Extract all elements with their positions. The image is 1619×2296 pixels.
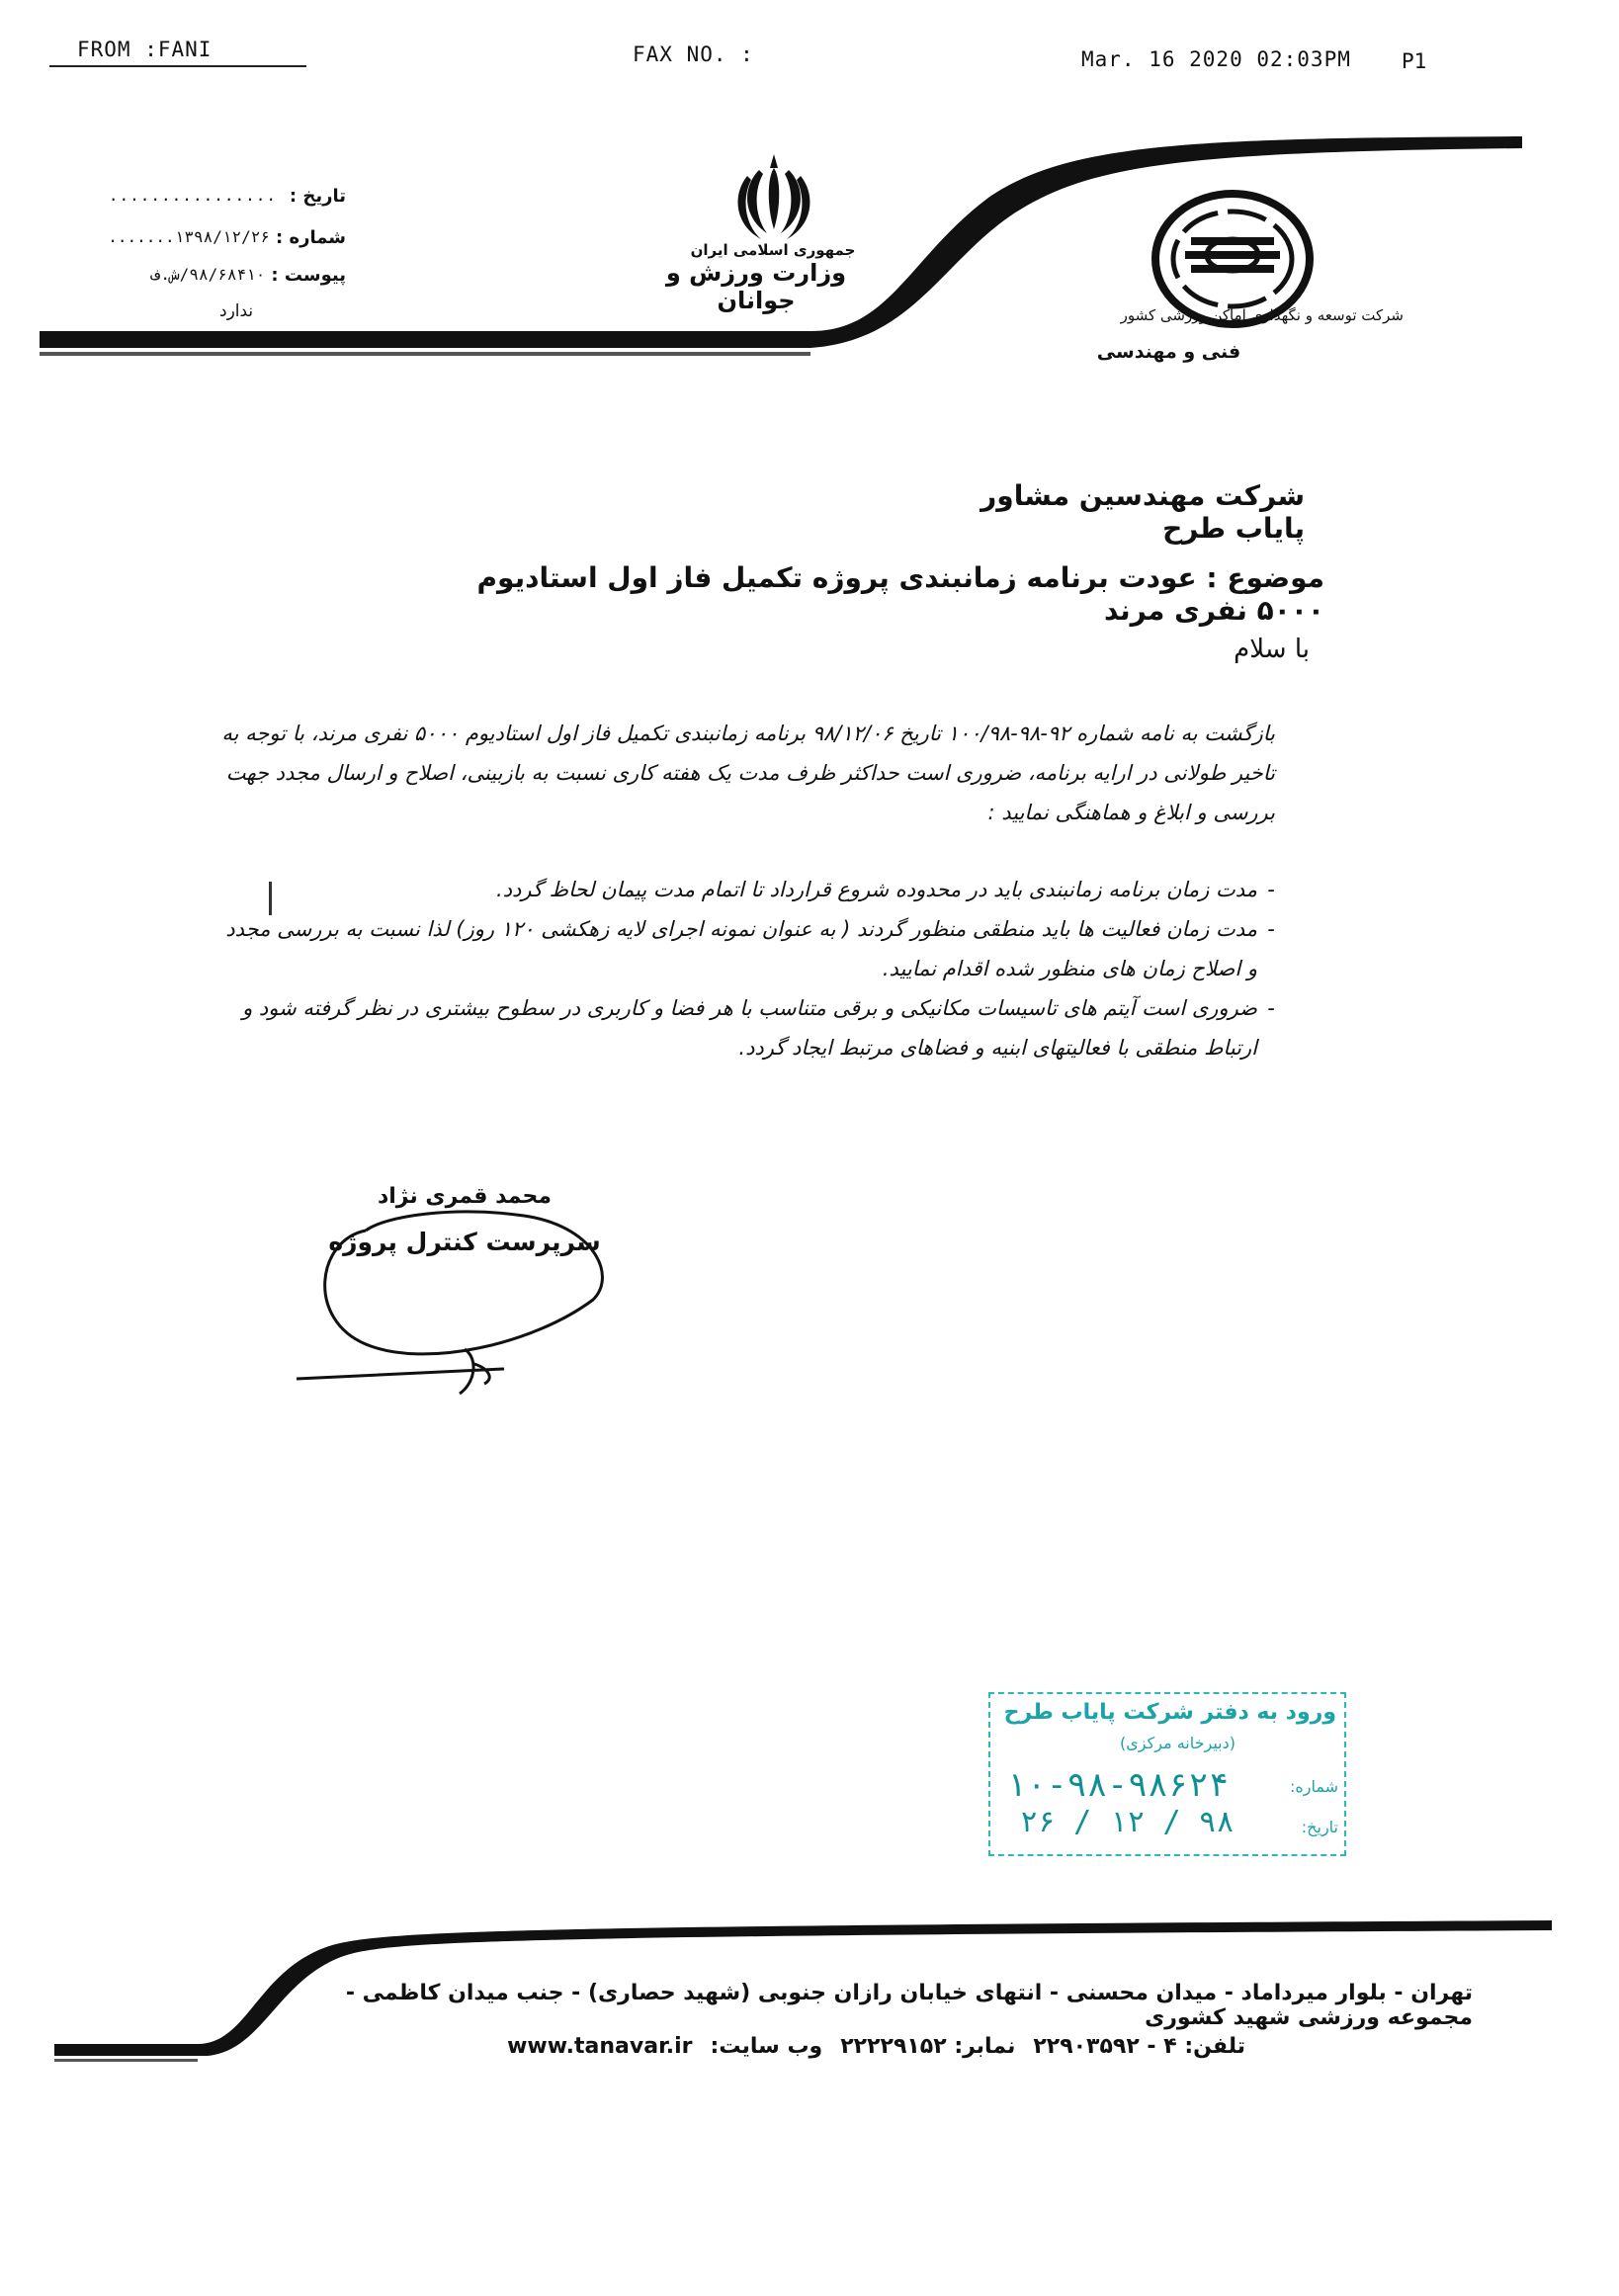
republic-name: جمهوری اسلامی ایران: [690, 241, 856, 259]
stamp-number-label: شماره:: [1289, 1777, 1338, 1796]
fax-number: FAX NO. :: [633, 43, 754, 66]
stamp-subtitle: (دبیرخانه مرکزی): [1120, 1734, 1236, 1752]
footer-phone: تلفن: ۴ - ۲۲۹۰۳۵۹۲: [1033, 2034, 1245, 2059]
meta-number-value: ۱۳۹۸/۱۲/۲۶.......: [108, 227, 271, 246]
greeting: با سلام: [1234, 635, 1310, 664]
fax-page: P1: [1402, 49, 1427, 73]
company-name: شرکت توسعه و نگهداری اماکن ورزشی کشور: [1120, 306, 1404, 324]
signatory-title: سرپرست کنترل پروژه: [328, 1228, 601, 1256]
meta-date-label: تاریخ :: [289, 186, 346, 207]
footer-fax: نمابر: ۲۲۲۲۹۱۵۲: [840, 2034, 1016, 2059]
list-item: [217, 988, 1285, 1067]
subject: موضوع : عودت برنامه زمانبندی پروژه تکمیل فاز اول استادیوم ۵۰۰۰ نفری مرند: [476, 561, 1324, 627]
signatory-name: محمد قمری نژاد: [377, 1184, 553, 1209]
stamp-date-value: ۹۸ / ۱۲ / ۲۶: [1020, 1805, 1235, 1839]
meta-attachment-note: ندارد: [219, 301, 254, 321]
list-item-text: مدت زمان فعالیت ها باید منطقی منظور گردند ( به عنوان نمونه اجرای لایه زهکشی ۱۲۰ روز) لذا نسبت به بررسی مجدد و اصلاح زمان های منظور شده اقدام نمایید.: [225, 917, 1257, 980]
margin-tick-mark: [269, 882, 272, 915]
bullet-dash: -: [1267, 878, 1275, 901]
receipt-stamp: [988, 1692, 1346, 1856]
recipient: شرکت مهندسین مشاور پایاب طرح: [980, 479, 1305, 545]
bullet-dash: -: [1267, 996, 1275, 1020]
stamp-number-value: ۱۰-۹۸-۹۸۶۲۴: [1006, 1765, 1230, 1805]
body-paragraph: بازگشت به نامه شماره ۹۲-۹۸-۱۰۰/۹۸ تاریخ ۹۸/۱۲/۰۶ برنامه زمانبندی تکمیل فاز اول استادیوم ۵۰۰۰ نفری مرند، با توجه به تاخیر طولانی در ارایه برنامه، ضروری است حداکثر ظرف مدت یک هفته کاری نسبت به بازبینی، اصلاح و ارسال مجدد جهت بررسی و ابلاغ و هماهنگی نمایید :: [221, 722, 1275, 824]
list-item-text: مدت زمان برنامه زمانبندی باید در محدوده شروع قرارداد تا اتمام مدت پیمان لحاظ گردد.: [496, 878, 1257, 901]
fax-from-underline: [49, 65, 306, 67]
list-item: [217, 870, 1285, 909]
footer-website[interactable]: www.tanavar.ir: [507, 2034, 693, 2059]
meta-attachment-value: ۹۸/۶۸۴۱۰/ش.ف: [150, 265, 266, 284]
ministry-name: وزارت ورزش و جوانان: [665, 259, 847, 314]
stamp-title: ورود به دفتر شرکت پایاب طرح: [1003, 1700, 1336, 1725]
meta-date-row: [99, 186, 346, 207]
stamp-date-label: تاریخ:: [1301, 1818, 1338, 1836]
meta-number-label: شماره :: [276, 227, 346, 248]
list-item-text: ضروری است آیتم های تاسیسات مکانیکی و برقی متناسب با هر فضا و کاربری در سطوح بیشتری در نظر گرفته شود و ارتباط منطقی با فعالیتهای ابنیه و فضاهای مرتبط ایجاد گردد.: [242, 996, 1257, 1060]
meta-date-value: ................: [108, 186, 277, 205]
meta-attachment-row: [99, 265, 346, 286]
footer-address: تهران - بلوار میرداماد - میدان محسنی - انتهای خیابان رازان جنوبی (شهید حصاری) - جنب میدان کاظمی - مجموعه ورزشی شهید کشوری: [345, 1981, 1473, 2030]
meta-number-row: [99, 227, 346, 248]
department-name: فنی و مهندسی: [1096, 341, 1241, 363]
fax-datetime: Mar. 16 2020 02:03PM: [1081, 47, 1351, 71]
footer-contact: [504, 2034, 1245, 2059]
fax-from: FROM :FANI: [77, 38, 213, 61]
iran-emblem-icon: [729, 148, 818, 243]
bullet-dash: -: [1267, 917, 1275, 941]
footer-website-label: وب سایت:: [710, 2034, 823, 2059]
list-item: [217, 909, 1285, 988]
meta-attachment-label: پیوست :: [271, 265, 346, 286]
